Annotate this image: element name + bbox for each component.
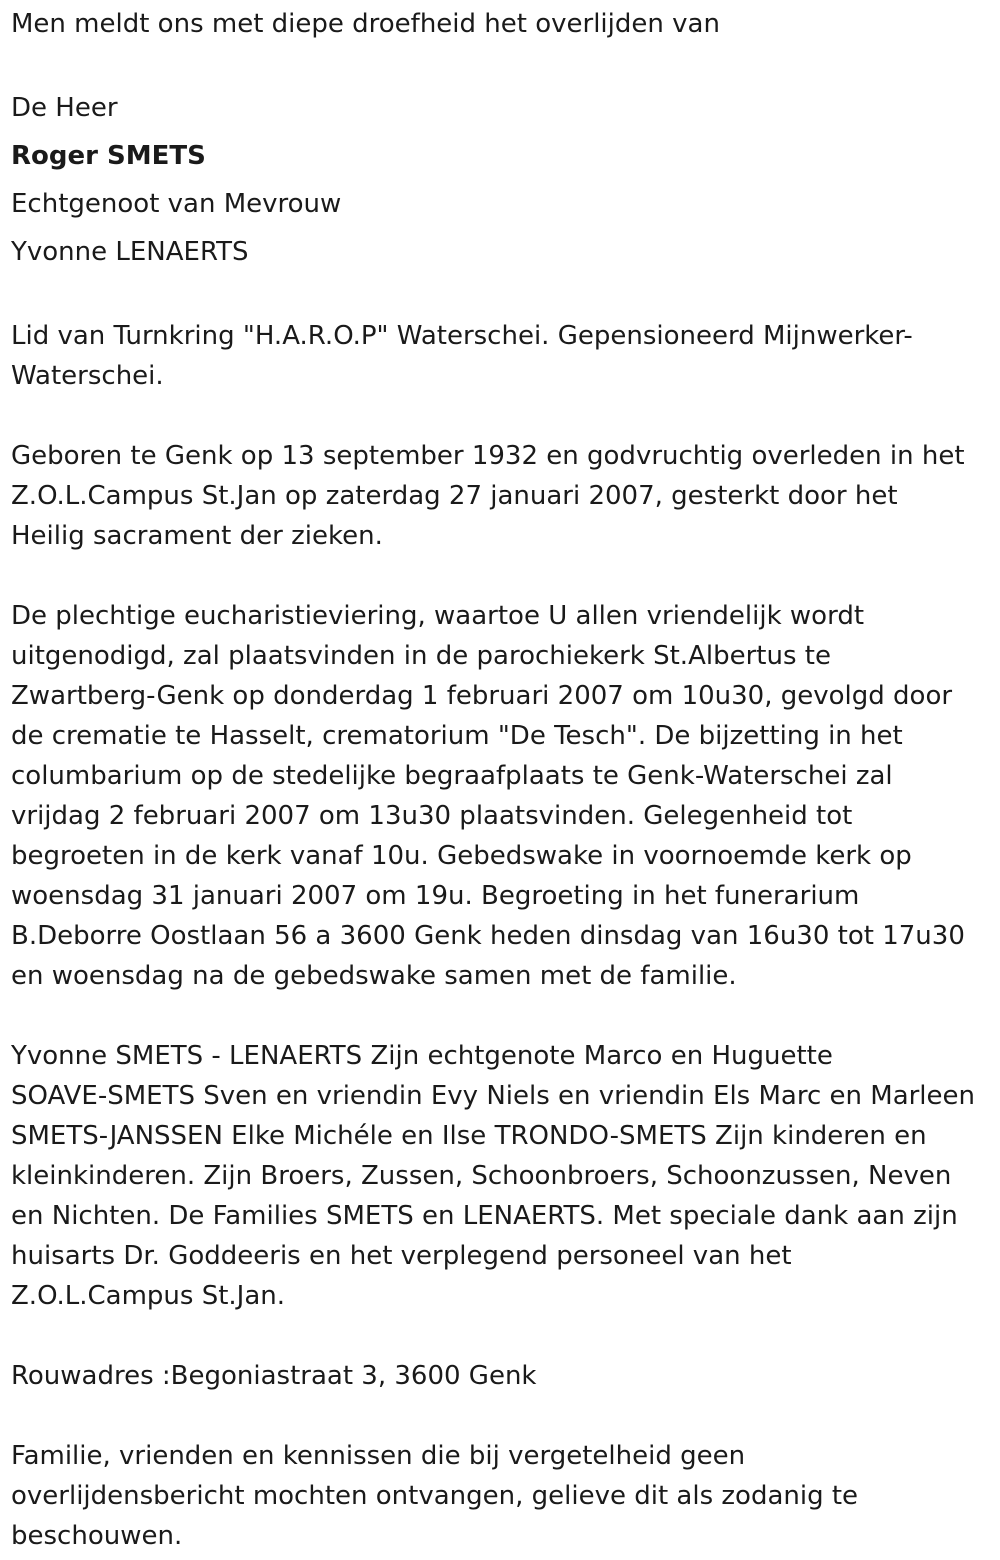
closing-paragraph	[11, 1436, 991, 1556]
spacer	[11, 1316, 991, 1356]
text-line: Heilig sacrament der zieken.	[11, 521, 383, 551]
text-line: Z.O.L.Campus St.Jan op zaterdag 27 januari 2007, gesterkt door het	[11, 481, 898, 511]
obituary-document	[11, 4, 991, 1556]
text-line: Lid van Turnkring "H.A.R.O.P" Waterschei. Gepensioneerd Mijnwerker-	[11, 321, 913, 351]
text-line: SOAVE-SMETS Sven en vriendin Evy Niels en vriendin Els Marc en Marleen	[11, 1081, 976, 1111]
text-line: overlijdensbericht mochten ontvangen, gelieve dit als zodanig te	[11, 1481, 859, 1511]
membership-paragraph	[11, 316, 991, 396]
spacer	[11, 1396, 991, 1436]
text-line: beschouwen.	[11, 1521, 183, 1551]
mourning-address: Rouwadres :Begoniastraat 3, 3600 Genk	[11, 1361, 537, 1391]
text-line: Zwartberg-Genk op donderdag 1 februari 2007 om 10u30, gevolgd door	[11, 681, 953, 711]
deceased-block	[11, 84, 991, 276]
text-line: huisarts Dr. Goddeeris en het verplegend personeel van het	[11, 1241, 792, 1271]
text-line: Geboren te Genk op 13 september 1932 en godvruchtig overleden in het	[11, 441, 965, 471]
text-line: De plechtige eucharistieviering, waartoe U allen vriendelijk wordt	[11, 601, 865, 631]
text-line: en woensdag na de gebedswake samen met de familie.	[11, 961, 737, 991]
text-line: B.Deborre Oostlaan 56 a 3600 Genk heden dinsdag van 16u30 tot 17u30	[11, 921, 965, 951]
text-line: woensdag 31 januari 2007 om 19u. Begroeting in het funerarium	[11, 881, 860, 911]
spacer	[11, 44, 991, 84]
honorific: De Heer	[11, 93, 118, 123]
spacer	[11, 276, 991, 316]
text-line: vrijdag 2 februari 2007 om 13u30 plaatsvinden. Gelegenheid tot	[11, 801, 853, 831]
text-line: Waterschei.	[11, 361, 164, 391]
intro-text: Men meldt ons met diepe droefheid het overlijden van	[11, 9, 720, 39]
birth-death-paragraph	[11, 436, 991, 556]
text-line: Familie, vrienden en kennissen die bij vergetelheid geen	[11, 1441, 746, 1471]
family-paragraph	[11, 1036, 991, 1316]
text-line: SMETS-JANSSEN Elke Michéle en Ilse TRONDO-SMETS Zijn kinderen en	[11, 1121, 927, 1151]
spacer	[11, 396, 991, 436]
ceremony-paragraph	[11, 596, 991, 996]
text-line: begroeten in de kerk vanaf 10u. Gebedswake in voornoemde kerk op	[11, 841, 912, 871]
text-line: de crematie te Hasselt, crematorium "De Tesch". De bijzetting in het	[11, 721, 903, 751]
text-line: Yvonne SMETS - LENAERTS Zijn echtgenote Marco en Huguette	[11, 1041, 833, 1071]
text-line: uitgenodigd, zal plaatsvinden in de parochiekerk St.Albertus te	[11, 641, 831, 671]
spacer	[11, 556, 991, 596]
spouse-label: Echtgenoot van Mevrouw	[11, 189, 342, 219]
spacer	[11, 996, 991, 1036]
spouse-name: Yvonne LENAERTS	[11, 237, 249, 267]
text-line: Z.O.L.Campus St.Jan.	[11, 1281, 286, 1311]
text-line: columbarium op de stedelijke begraafplaats te Genk-Waterschei zal	[11, 761, 893, 791]
deceased-name: Roger SMETS	[11, 141, 206, 171]
text-line: kleinkinderen. Zijn Broers, Zussen, Schoonbroers, Schoonzussen, Neven	[11, 1161, 952, 1191]
text-line: en Nichten. De Families SMETS en LENAERTS. Met speciale dank aan zijn	[11, 1201, 958, 1231]
